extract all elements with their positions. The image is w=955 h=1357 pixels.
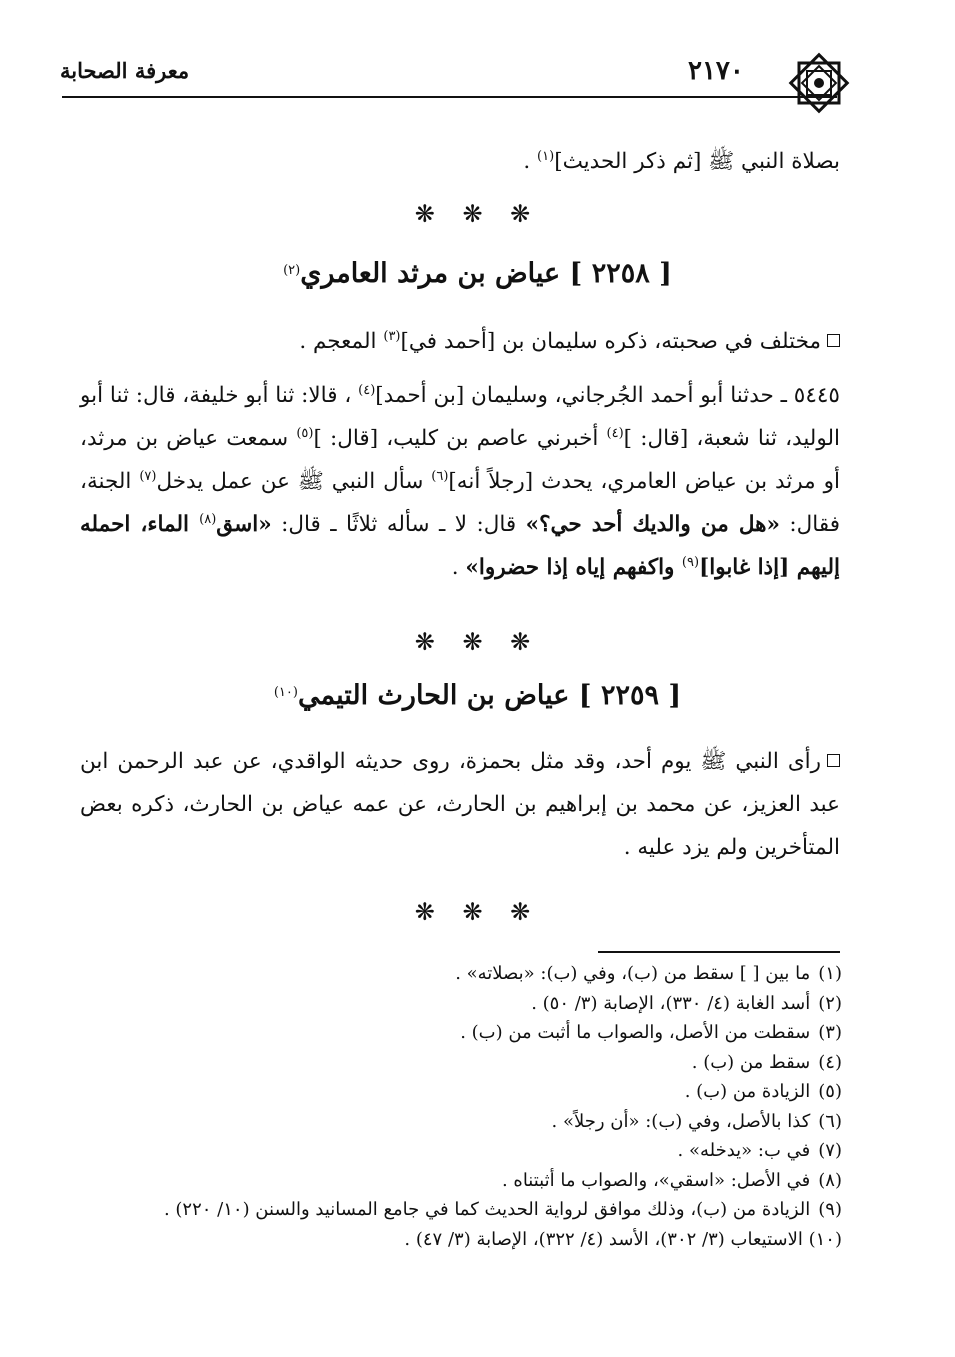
footnote-number: (٤) [818,1051,842,1073]
footnote-number: (٦) [818,1110,842,1132]
hadith-text: ، قالا: ثنا أبو خليفة، قال: ثنا أبو الوليد، ثنا شعبة، [قال: ] [80,383,840,451]
footnote-text: في ب: «يدخله» . [677,1140,811,1161]
footnote-text: الزيادة من (ب)، وذلك موافق لرواية الحديث كما في جامع المسانيد والسنن (١٠/ ٢٢٠) . [163,1199,811,1220]
footnote-ref: (٧) [139,469,157,484]
footnote-item [80,989,842,1019]
entry-bio-2258 [80,320,840,363]
entry-number: [ ٢٢٥٨ ] [569,258,672,289]
footnote-text: ما بين [ ] سقط من (ب)، وفي (ب): «بصلاته» . [455,963,811,984]
footnote-ref: (١٠) [273,685,298,700]
footnote-item [80,1166,842,1196]
hadith-text: ٥٤٤٥ ـ حدثنا أبو أحمد الجُرجاني، وسليمان [بن أحمد] [375,383,840,408]
footnote-ref: (٢) [283,263,301,278]
hadith-text: قال: لا ـ سأله ثلاثًا ـ قال: [271,512,526,537]
footnote-item [80,959,842,989]
entry-bio-2259 [80,740,840,869]
running-title: معرفة الصحابة [60,58,190,83]
footnote-item [80,1018,842,1048]
section-separator: ❋ ❋ ❋ [414,628,541,656]
footnote-ref: (٣) [383,329,401,344]
entry-heading-2259 [0,680,955,711]
footnote-text: الاستيعاب (٣/ ٣٠٢)، الأسد (٤/ ٣٢٢)، الإصابة (٣/ ٤٧) . [404,1228,803,1250]
hadith-end: . [451,555,466,580]
hadith-text: سأل النبي ﷺ عن عمل يدخل [156,469,432,494]
entry-name: عياض بن مرثد العامري [300,258,561,289]
paragraph-box-icon [827,334,840,347]
hadith-quote: «اسق [216,512,272,537]
footnote-rule [598,951,840,953]
footnote-number: (١٠) [808,1228,842,1250]
header-rule [62,96,837,98]
footnote-text: كذا بالأصل، وفي (ب): «أن رجلاً» . [551,1110,811,1132]
intro-line [80,140,840,183]
bio-text: رأى النبي ﷺ يوم أحد، وقد مثل بحمزة، روى حديثه الواقدي، عن عبد الرحمن ابن عبد العزيز، عن محمد بن إبراهيم بن الحارث، عن عمه عياض بن الحارث، ذكره بعض المتأخرين ولم يزد عليه . [80,749,840,860]
bio-text: مختلف في صحبته، ذكره سليمان بن [أحمد في] [400,329,821,354]
hadith-text: الجنة، فقال: [80,469,840,537]
footnote-ref: (٩) [681,555,700,570]
footnote-ref: (٨) [199,512,217,527]
footnote-item [80,1195,842,1225]
bio-text-end: المعجم . [299,329,384,354]
intro-text: بصلاة النبي ﷺ [ثم ذكر الحديث] [554,149,840,174]
footnote-item [80,1107,842,1137]
footnote-text: في الأصل: «اسقي»، والصواب ما أثبتناه . [501,1169,811,1191]
footnote-number: (٢) [818,992,842,1014]
hadith-text: أخبرني عاصم بن كليب، [قال: ] [313,426,607,451]
entry-heading-2258 [0,258,955,289]
hadith-5445 [80,374,840,589]
footnote-item [80,1225,842,1255]
footnote-ref: (٦) [431,469,449,484]
footnote-item [80,1136,842,1166]
footnote-ref: (٤) [358,383,376,398]
hadith-text: سمعت عياض بن مرثد، أو مرثد بن عياض العامري، يحدث [رجلاً أنه] [80,426,840,494]
footnote-text: الزيادة من (ب) . [684,1081,811,1102]
octagram-ornament-icon [788,52,850,114]
footnote-text: سقطت من الأصل، والصواب ما أثبت من (ب) . [460,1022,811,1043]
footnote-text: سقط من (ب) . [691,1051,811,1073]
footnote-ref: (٤) [606,426,624,441]
footnote-item [80,1077,842,1107]
intro-end: . [523,149,538,174]
hadith-quote: الماء، احمله إليهم [إذا غابوا] [80,512,840,580]
footnote-number: (١) [818,963,842,984]
paragraph-box-icon [827,754,840,767]
footnote-number: (٣) [818,1022,842,1043]
footnote-item [80,1048,842,1078]
footnote-text: أسد الغابة (٤/ ٣٣٠)، الإصابة (٣/ ٥٠) . [531,992,811,1014]
page-number: ٢١٧٠ [688,56,744,86]
footnotes [80,959,842,1254]
hadith-quote: «هل من والديك أحد حي؟» [525,512,780,537]
footnote-number: (٩) [818,1199,842,1220]
entry-name: عياض بن الحارث التيمي [297,680,570,711]
footnote-ref: (٥) [296,426,314,441]
footnote-number: (٧) [818,1140,842,1161]
hadith-quote: واكفهم إياه إذا حضروا» [465,555,682,580]
footnote-number: (٥) [818,1081,842,1102]
section-separator: ❋ ❋ ❋ [414,898,541,926]
footnote-number: (٨) [818,1169,842,1191]
footnote-ref: (١) [537,149,555,164]
entry-number: [ ٢٢٥٩ ] [578,680,682,711]
section-separator: ❋ ❋ ❋ [414,200,541,228]
